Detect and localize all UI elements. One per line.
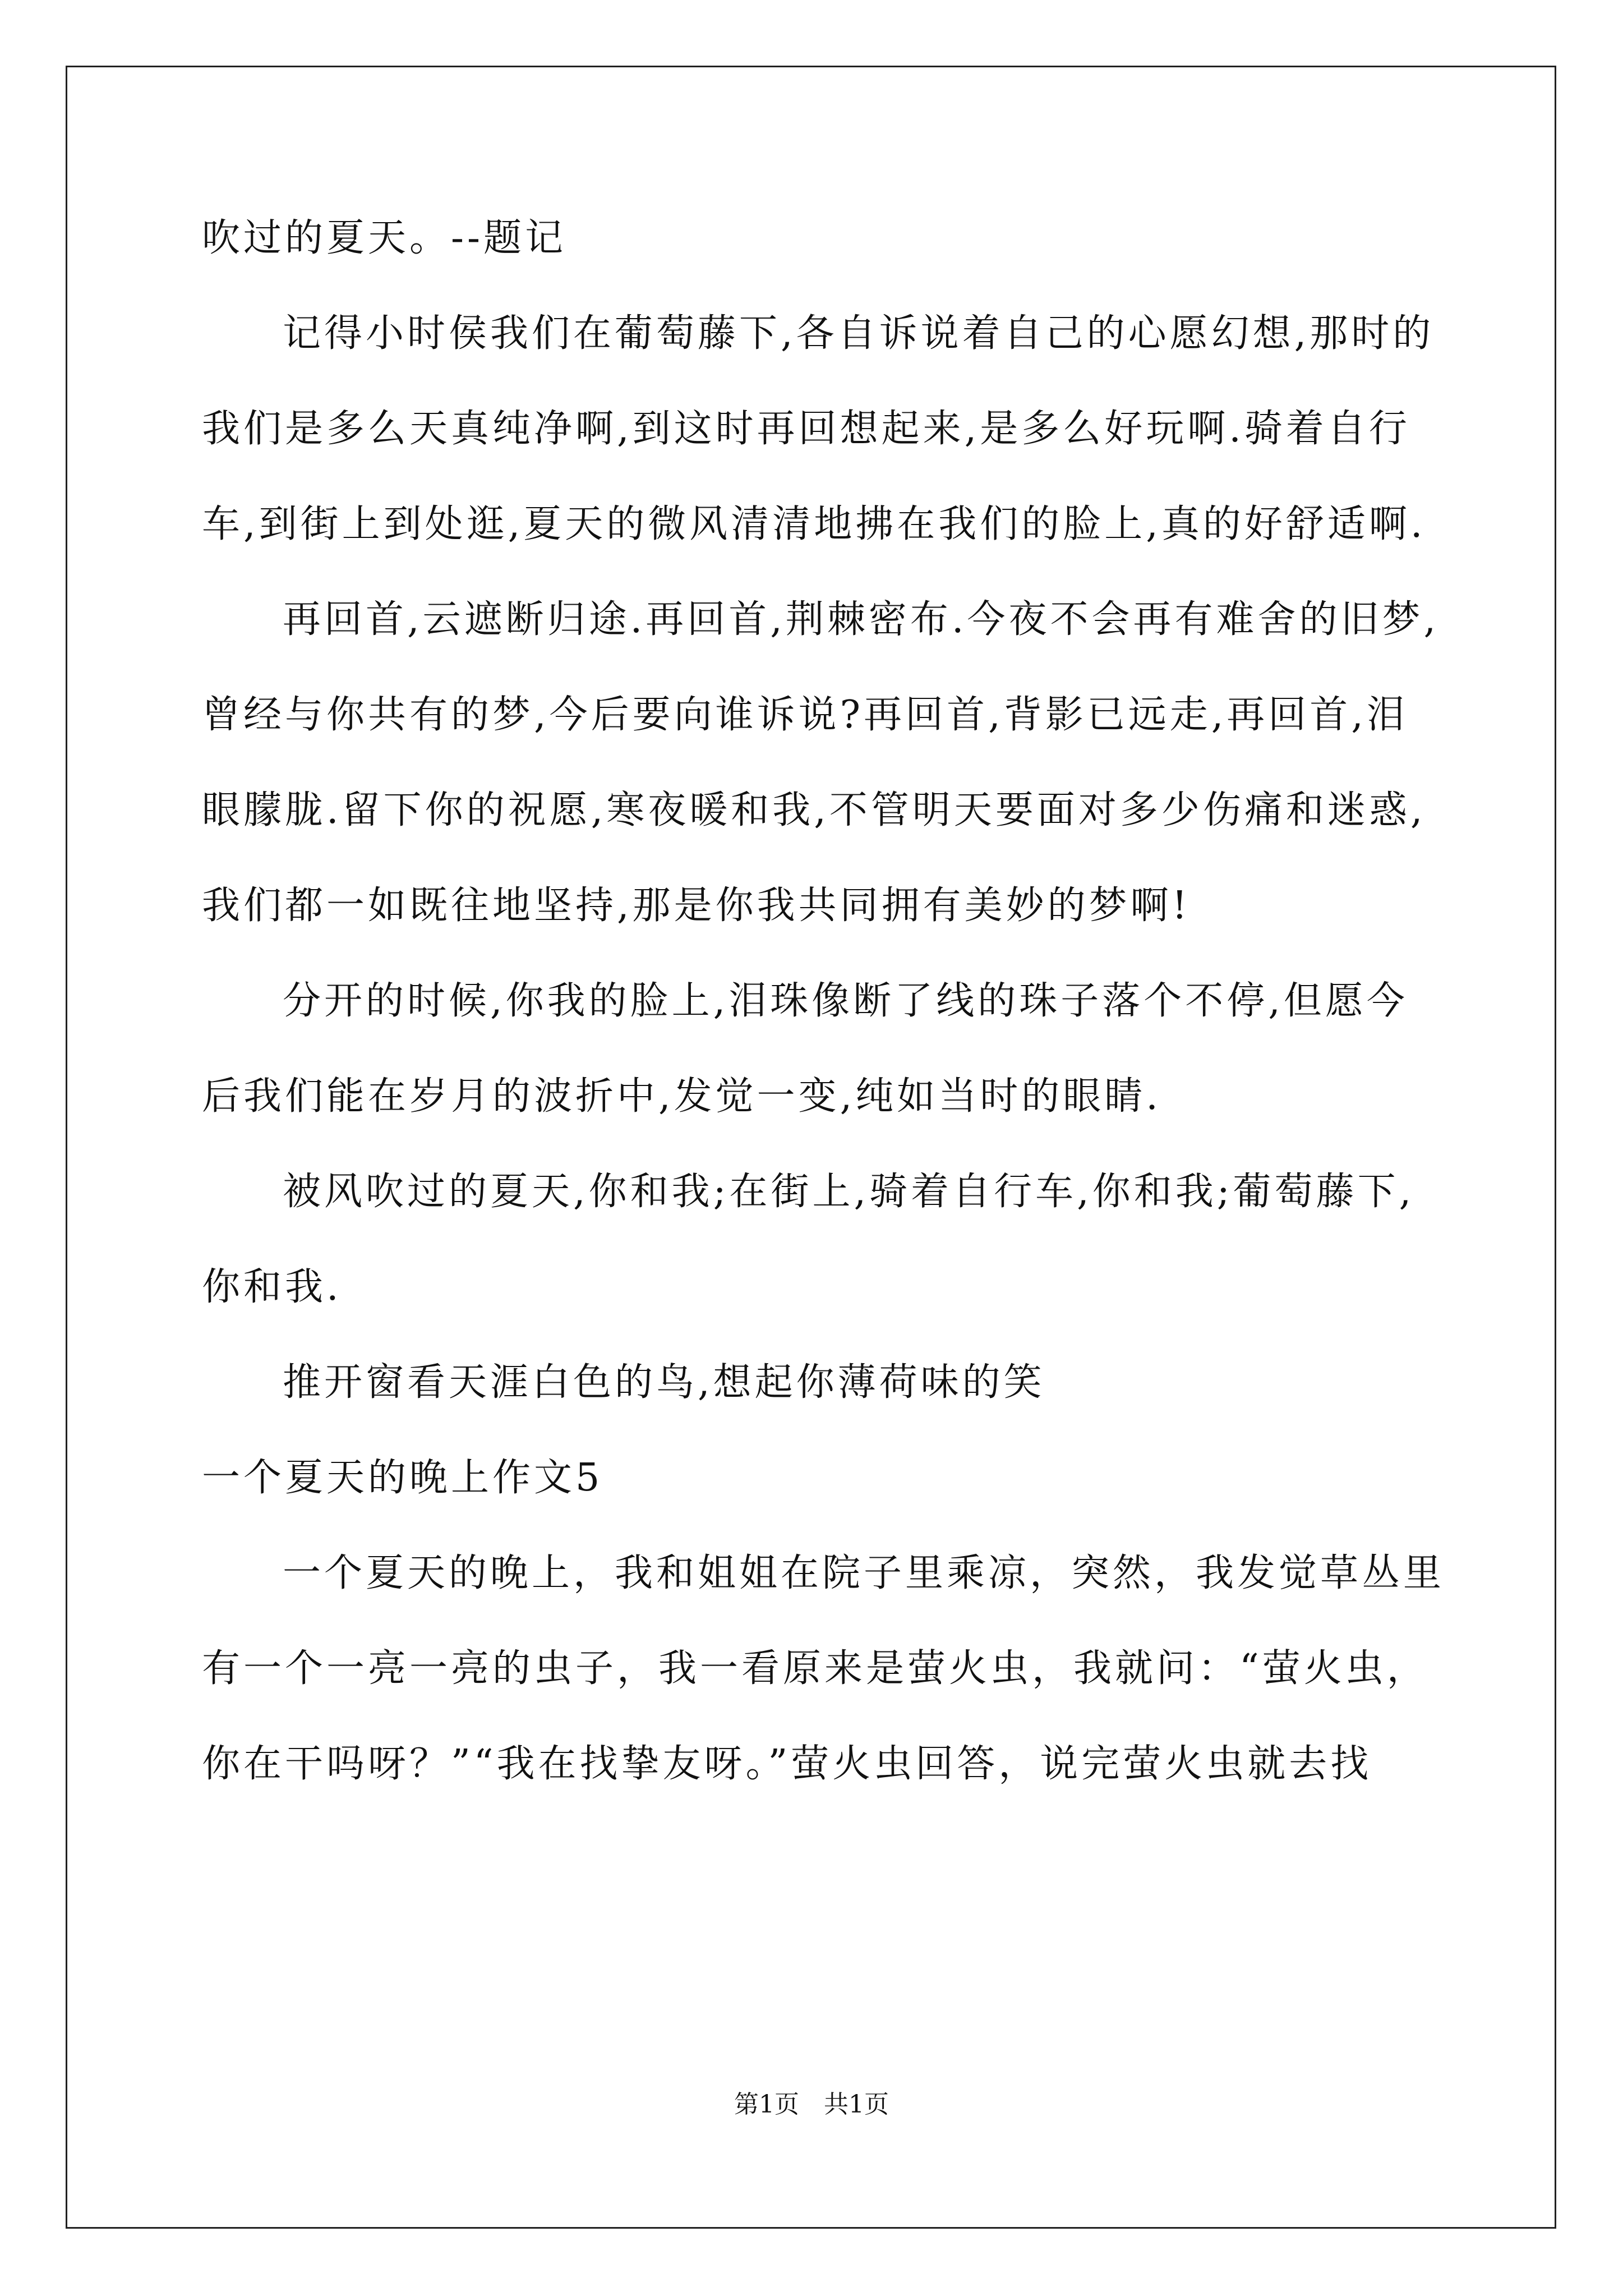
section-heading: 一个夏天的晚上作文5	[202, 1456, 603, 1500]
text-line: 曾经与你共有的梦,今后要向谁诉说?再回首,背影已远走,再回首,泪	[202, 693, 1408, 737]
paragraph-start-line: 推开窗看天涯白色的鸟,想起你薄荷味的笑	[283, 1360, 1045, 1405]
paragraph-start-line: 一个夏天的晚上，我和姐姐在院子里乘凉，突然，我发觉草丛里	[283, 1551, 1445, 1595]
text-line: 有一个一亮一亮的虫子，我一看原来是萤火虫，我就问：“萤火虫，	[202, 1646, 1428, 1691]
page-border	[66, 66, 1556, 2229]
paragraph-start-line: 记得小时侯我们在葡萄藤下,各自诉说着自己的心愿幻想,那时的	[283, 311, 1435, 356]
page-number-footer: 第1页 共1页	[734, 2090, 889, 2119]
paragraph-start-line: 再回首,云遮断归途.再回首,荆棘密布.今夜不会再有难舍的旧梦,	[283, 597, 1440, 642]
text-line: 车,到街上到处逛,夏天的微风清清地拂在我们的脸上,真的好舒适啊.	[202, 502, 1426, 546]
paragraph-start-line: 被风吹过的夏天,你和我;在街上,骑着自行车,你和我;葡萄藤下,	[283, 1170, 1415, 1214]
text-line: 你在干吗呀？”“我在找挚友呀。”萤火虫回答，说完萤火虫就去找	[202, 1742, 1372, 1786]
text-line: 后我们能在岁月的波折中,发觉一变,纯如当时的眼睛.	[202, 1074, 1161, 1119]
text-line: 你和我.	[202, 1265, 342, 1309]
text-line: 眼朦胧.留下你的祝愿,寒夜暖和我,不管明天要面对多少伤痛和迷惑,	[202, 788, 1426, 832]
text-line: 我们是多么天真纯净啊,到这时再回想起来,是多么好玩啊.骑着自行	[202, 407, 1410, 451]
text-line: 吹过的夏天。--题记	[202, 216, 566, 260]
text-line: 我们都一如既往地坚持,那是你我共同拥有美妙的梦啊!	[202, 884, 1191, 928]
paragraph-start-line: 分开的时候,你我的脸上,泪珠像断了线的珠子落个不停,但愿今	[283, 979, 1408, 1023]
